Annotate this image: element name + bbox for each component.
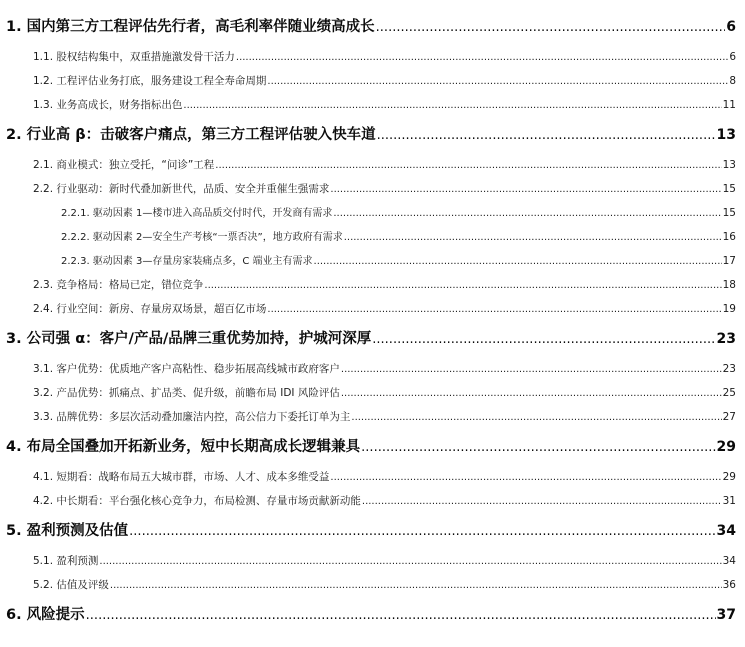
toc-page-number: 25 bbox=[722, 387, 736, 399]
toc-entry-level-2[interactable] bbox=[6, 549, 736, 573]
toc-entry-number: 3. bbox=[6, 331, 22, 347]
toc-entry-label bbox=[33, 405, 350, 429]
toc-entry-level-2[interactable] bbox=[6, 489, 736, 513]
toc-page-number: 6 bbox=[729, 51, 736, 63]
toc-entry-title: 商业模式：独立受托，“问诊”工程 bbox=[56, 159, 215, 171]
toc-entry-label bbox=[61, 250, 313, 274]
toc-dot-leader bbox=[86, 598, 716, 634]
toc-entry-title: 品牌优势：多层次活动叠加廉洁内控，高公信力下委托订单为主 bbox=[56, 411, 351, 423]
toc-dot-leader bbox=[351, 406, 721, 430]
toc-entry-number: 2.2.3. bbox=[61, 256, 90, 267]
toc-entry-number: 2.2.1. bbox=[61, 208, 90, 219]
toc-page-number: 23 bbox=[716, 331, 736, 347]
toc-entry-level-3[interactable] bbox=[6, 225, 736, 249]
toc-entry-label bbox=[33, 177, 329, 201]
toc-entry-number: 5. bbox=[6, 523, 22, 539]
toc-entry-title: 行业驱动：新时代叠加新世代，品质、安全并重催生强需求 bbox=[56, 183, 330, 195]
table-of-contents bbox=[6, 9, 736, 633]
toc-entry-title: 行业空间：新房、存量房双场景，超百亿市场 bbox=[56, 303, 267, 315]
toc-entry-label bbox=[33, 573, 109, 597]
toc-entry-label bbox=[33, 273, 203, 297]
toc-dot-leader bbox=[376, 10, 726, 46]
toc-entry-level-3[interactable] bbox=[6, 249, 736, 273]
toc-entry-title: 国内第三方工程评估先行者，高毛利率伴随业绩高成长 bbox=[26, 19, 375, 35]
toc-page-number: 17 bbox=[722, 255, 736, 267]
toc-page-number: 34 bbox=[716, 523, 736, 539]
toc-page-number: 29 bbox=[722, 471, 736, 483]
toc-entry-number: 6. bbox=[6, 607, 22, 623]
toc-page-number: 8 bbox=[729, 75, 736, 87]
toc-entry-title: 驱动因素 3—存量房家装痛点多，C 端业主有需求 bbox=[92, 256, 313, 267]
toc-entry-label bbox=[61, 202, 332, 226]
toc-entry-title: 布局全国叠加开拓新业务，短中长期高成长逻辑兼具 bbox=[26, 439, 361, 455]
toc-page-number: 19 bbox=[722, 303, 736, 315]
toc-entry-label bbox=[33, 381, 340, 405]
toc-dot-leader bbox=[344, 226, 722, 250]
toc-entry-number: 4.2. bbox=[33, 495, 54, 507]
toc-entry-title: 业务高成长，财务指标出色 bbox=[56, 99, 183, 111]
toc-entry-title: 中长期看：平台强化核心竞争力，布局检测、存量市场贡献新动能 bbox=[56, 495, 361, 507]
toc-entry-level-2[interactable] bbox=[6, 45, 736, 69]
toc-entry-level-2[interactable] bbox=[6, 357, 736, 381]
toc-entry-level-1[interactable] bbox=[6, 9, 736, 45]
toc-entry-label bbox=[6, 513, 128, 549]
toc-entry-number: 3.2. bbox=[33, 387, 54, 399]
toc-entry-level-2[interactable] bbox=[6, 381, 736, 405]
toc-entry-label bbox=[6, 429, 360, 465]
toc-entry-level-1[interactable] bbox=[6, 429, 736, 465]
toc-entry-title: 竞争格局：格局已定，错位竞争 bbox=[56, 279, 204, 291]
toc-entry-number: 1.2. bbox=[33, 75, 54, 87]
toc-dot-leader bbox=[314, 250, 722, 274]
toc-entry-label bbox=[33, 465, 329, 489]
toc-page-number: 23 bbox=[722, 363, 736, 375]
toc-entry-label bbox=[33, 69, 266, 93]
toc-dot-leader bbox=[215, 154, 721, 178]
toc-dot-leader bbox=[330, 466, 721, 490]
toc-entry-number: 1.3. bbox=[33, 99, 54, 111]
toc-entry-label bbox=[33, 357, 340, 381]
toc-entry-title: 驱动因素 2—安全生产考核“一票否决”，地方政府有需求 bbox=[92, 232, 343, 243]
toc-entry-number: 4.1. bbox=[33, 471, 54, 483]
toc-entry-title: 行业高 β：击破客户痛点，第三方工程评估驶入快车道 bbox=[26, 127, 376, 143]
toc-entry-level-3[interactable] bbox=[6, 201, 736, 225]
toc-entry-label bbox=[33, 153, 214, 177]
toc-entry-number: 2.1. bbox=[33, 159, 54, 171]
toc-entry-level-2[interactable] bbox=[6, 273, 736, 297]
toc-entry-level-2[interactable] bbox=[6, 465, 736, 489]
toc-entry-title: 风险提示 bbox=[26, 607, 85, 623]
toc-page-number: 27 bbox=[722, 411, 736, 423]
toc-entry-level-2[interactable] bbox=[6, 405, 736, 429]
toc-entry-number: 2.2.2. bbox=[61, 232, 90, 243]
toc-page-number: 11 bbox=[722, 99, 736, 111]
toc-dot-leader bbox=[204, 274, 721, 298]
toc-dot-leader bbox=[129, 514, 715, 550]
toc-entry-number: 3.1. bbox=[33, 363, 54, 375]
toc-entry-level-1[interactable] bbox=[6, 513, 736, 549]
toc-entry-title: 估值及评级 bbox=[56, 579, 109, 591]
toc-entry-number: 2.2. bbox=[33, 183, 54, 195]
toc-entry-level-1[interactable] bbox=[6, 321, 736, 357]
toc-entry-level-2[interactable] bbox=[6, 177, 736, 201]
toc-page-number: 16 bbox=[722, 231, 736, 243]
toc-entry-title: 产品优势：抓痛点、扩品类、促升级，前瞻布局 IDI 风险评估 bbox=[56, 387, 340, 399]
toc-page-number: 15 bbox=[722, 183, 736, 195]
toc-page-number: 15 bbox=[722, 207, 736, 219]
toc-entry-label bbox=[33, 93, 182, 117]
toc-page-number: 6 bbox=[726, 19, 736, 35]
toc-page-number: 18 bbox=[722, 279, 736, 291]
toc-entry-label bbox=[61, 226, 343, 250]
toc-dot-leader bbox=[236, 46, 728, 70]
toc-dot-leader bbox=[372, 322, 715, 358]
toc-page-number: 36 bbox=[722, 579, 736, 591]
toc-entry-number: 2.3. bbox=[33, 279, 54, 291]
toc-entry-title: 短期看：战略布局五大城市群，市场、人才、成本多维受益 bbox=[56, 471, 330, 483]
toc-entry-level-1[interactable] bbox=[6, 117, 736, 153]
toc-entry-label bbox=[6, 321, 371, 357]
toc-page-number: 31 bbox=[722, 495, 736, 507]
toc-page-number: 13 bbox=[716, 127, 736, 143]
toc-entry-title: 盈利预测 bbox=[56, 555, 99, 567]
toc-entry-title: 公司强 α：客户/产品/品牌三重优势加持，护城河深厚 bbox=[26, 331, 372, 347]
toc-entry-title: 股权结构集中，双重措施激发骨干活力 bbox=[56, 51, 235, 63]
toc-entry-level-2[interactable] bbox=[6, 573, 736, 597]
toc-entry-label bbox=[33, 45, 235, 69]
toc-page-number: 29 bbox=[716, 439, 736, 455]
toc-entry-number: 5.1. bbox=[33, 555, 54, 567]
toc-dot-leader bbox=[361, 430, 715, 466]
toc-entry-level-2[interactable] bbox=[6, 69, 736, 93]
toc-dot-leader bbox=[110, 574, 722, 598]
toc-dot-leader bbox=[341, 358, 722, 382]
toc-entry-label bbox=[33, 297, 266, 321]
toc-entry-number: 2.4. bbox=[33, 303, 54, 315]
toc-dot-leader bbox=[267, 70, 728, 94]
toc-entry-label bbox=[6, 117, 376, 153]
toc-entry-title: 驱动因素 1—楼市进入高品质交付时代，开发商有需求 bbox=[92, 208, 333, 219]
toc-entry-title: 客户优势：优质地产客户高粘性、稳步拓展高线城市政府客户 bbox=[56, 363, 340, 375]
toc-entry-label bbox=[6, 597, 85, 633]
toc-dot-leader bbox=[183, 94, 721, 118]
toc-entry-label bbox=[6, 9, 375, 45]
toc-page-number: 34 bbox=[722, 555, 736, 567]
toc-entry-title: 盈利预测及估值 bbox=[26, 523, 129, 539]
toc-dot-leader bbox=[99, 550, 721, 574]
toc-entry-number: 1.1. bbox=[33, 51, 54, 63]
toc-page-number: 37 bbox=[716, 607, 736, 623]
toc-dot-leader bbox=[330, 178, 721, 202]
toc-entry-level-2[interactable] bbox=[6, 297, 736, 321]
toc-dot-leader bbox=[362, 490, 722, 514]
toc-dot-leader bbox=[341, 382, 722, 406]
toc-entry-level-2[interactable] bbox=[6, 153, 736, 177]
toc-entry-number: 5.2. bbox=[33, 579, 54, 591]
toc-dot-leader bbox=[377, 118, 716, 154]
toc-entry-level-1[interactable] bbox=[6, 597, 736, 633]
toc-dot-leader bbox=[333, 202, 721, 226]
toc-entry-label bbox=[33, 549, 98, 573]
toc-entry-label bbox=[33, 489, 361, 513]
toc-dot-leader bbox=[267, 298, 721, 322]
toc-entry-number: 1. bbox=[6, 19, 22, 35]
toc-entry-number: 2. bbox=[6, 127, 22, 143]
toc-entry-title: 工程评估业务打底，服务建设工程全寿命周期 bbox=[56, 75, 267, 87]
toc-entry-number: 3.3. bbox=[33, 411, 54, 423]
toc-entry-number: 4. bbox=[6, 439, 22, 455]
toc-entry-level-2[interactable] bbox=[6, 93, 736, 117]
toc-page-number: 13 bbox=[722, 159, 736, 171]
